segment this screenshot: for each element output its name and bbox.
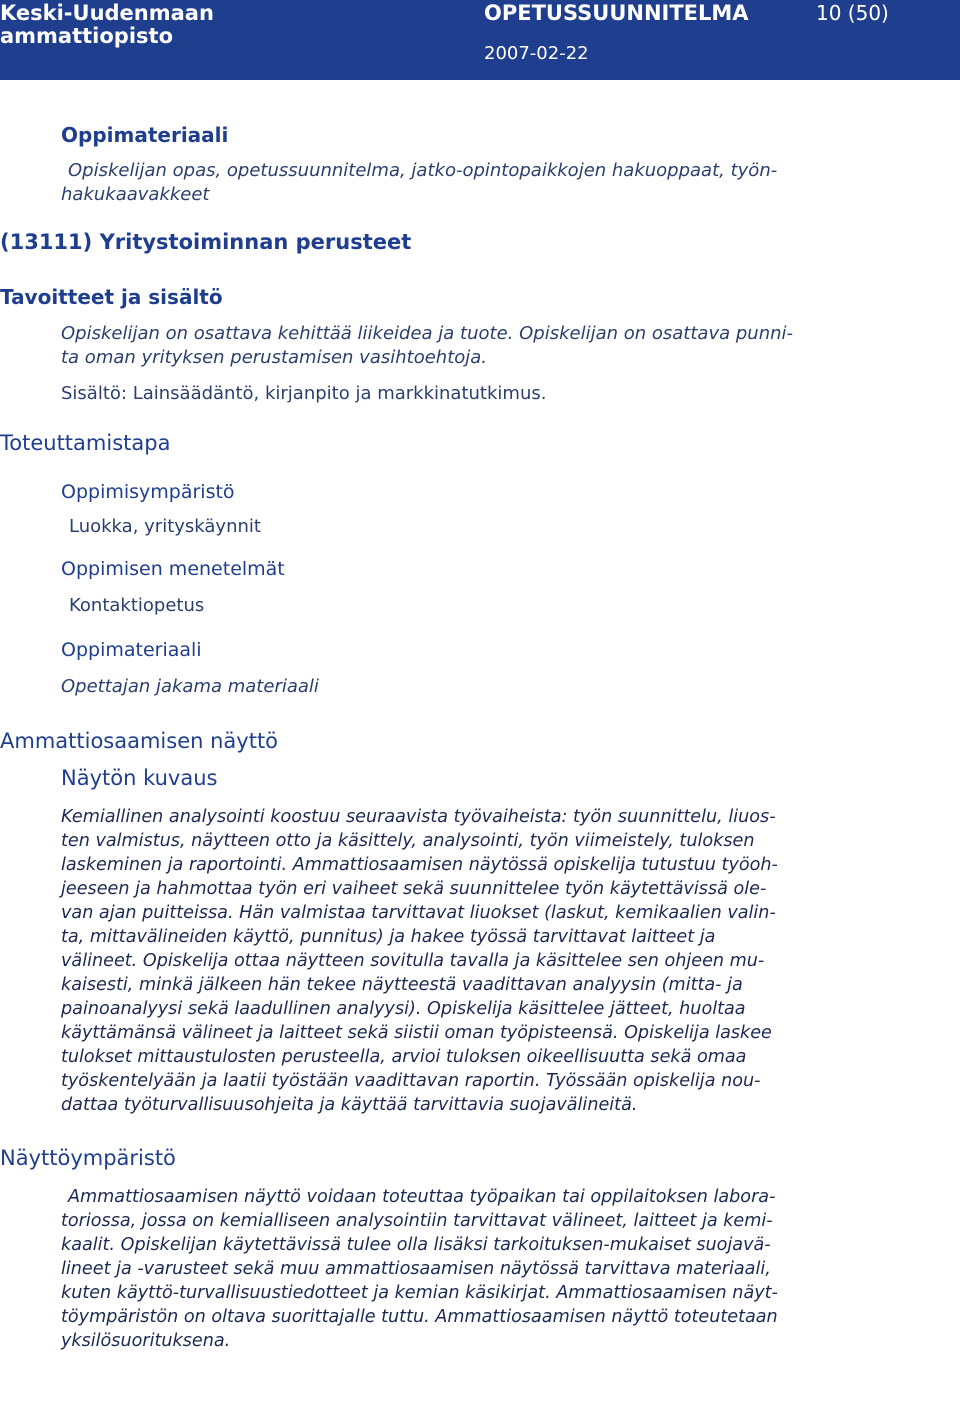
organization-name: Keski-Uudenmaan ammattiopisto bbox=[0, 1, 214, 48]
description-line: laskeminen ja raportointi. Ammattiosaamisen näytössä opiskelija tutustuu työoh- bbox=[61, 855, 778, 875]
demonstration-heading: Ammattiosaamisen näyttö bbox=[0, 729, 279, 753]
environment-line: toriossa, jossa on kemialliseen analysointiin tarvittavat välineet, laitteet ja kemi- bbox=[61, 1211, 773, 1231]
implementation-material-heading: Oppimateriaali bbox=[61, 639, 202, 661]
implementation-heading: Toteuttamistapa bbox=[0, 431, 171, 455]
description-line: van ajan puitteissa. Hän valmistaa tarvittavat liuokset (laskut, kemikaalien valin- bbox=[61, 903, 776, 923]
material-line: Opiskelijan opas, opetussuunnitelma, jatko-opintopaikkojen hakuoppaat, työn- bbox=[68, 160, 778, 181]
environment-line: Ammattiosaamisen näyttö voidaan toteuttaa työpaikan tai oppilaitoksen labora- bbox=[68, 1187, 776, 1207]
goals-text bbox=[61, 322, 793, 370]
page-header bbox=[0, 0, 960, 80]
environment-line: töympäristön on oltava suorittajalle tuttu. Ammattiosaamisen näyttö toteutetaan bbox=[61, 1307, 778, 1327]
implementation-material-text: Opettajan jakama materiaali bbox=[61, 676, 319, 697]
page-number: 10 (50) bbox=[816, 1, 889, 25]
module-title: (13111) Yritystoiminnan perusteet bbox=[0, 230, 412, 254]
description-line: painoanalyysi sekä laadullinen analyysi). Opiskelija käsittelee jätteet, huoltaa bbox=[61, 999, 746, 1019]
environment-line: lineet ja -varusteet sekä muu ammattiosaamisen näytössä tarvittava materiaali, bbox=[61, 1259, 771, 1279]
learning-environment-text: Luokka, yrityskäynnit bbox=[69, 516, 261, 537]
demonstration-environment-text bbox=[61, 1185, 778, 1353]
learning-environment-heading: Oppimisympäristö bbox=[61, 481, 235, 503]
description-line: Kemiallinen analysointi koostuu seuraavista työvaiheista: työn suunnittelu, liuos- bbox=[61, 807, 776, 827]
demonstration-description bbox=[61, 805, 778, 1117]
description-line: ten valmistus, näytteen otto ja käsittely, analysointi, työn viimeistely, tuloksen bbox=[61, 831, 755, 851]
material-line: hakukaavakkeet bbox=[61, 184, 210, 205]
description-line: jeeseen ja hahmottaa työn eri vaiheet sekä suunnittelee työn käytettävissä ole- bbox=[61, 879, 767, 899]
description-line: välineet. Opiskelija ottaa näytteen sovitulla tavalla ja käsittelee sen ohjeen mu- bbox=[61, 951, 765, 971]
learning-methods-heading: Oppimisen menetelmät bbox=[61, 558, 285, 580]
material-heading: Oppimateriaali bbox=[61, 123, 229, 147]
document-title: OPETUSSUUNNITELMA bbox=[484, 1, 749, 25]
goals-line: ta oman yrityksen perustamisen vasihtoehtoja. bbox=[61, 347, 488, 368]
environment-line: kaalit. Opiskelijan käytettävissä tulee olla lisäksi tarkoituksen-mukaiset suojavä- bbox=[61, 1235, 771, 1255]
document-date: 2007-02-22 bbox=[484, 43, 589, 64]
demonstration-description-heading: Näytön kuvaus bbox=[61, 766, 218, 790]
environment-line: kuten käyttö-turvallisuustiedotteet ja kemian käsikirjat. Ammattiosaamisen näyt- bbox=[61, 1283, 778, 1303]
description-line: työskentelyään ja laatii työstään vaadittavan raportin. Työssään opiskelija nou- bbox=[61, 1071, 761, 1091]
description-line: tulokset mittaustulosten perusteella, arvioi tuloksen oikeellisuutta sekä omaa bbox=[61, 1047, 747, 1067]
description-line: dattaa työturvallisuusohjeita ja käyttää tarvittavia suojavälineitä. bbox=[61, 1095, 638, 1115]
description-line: käyttämänsä välineet ja laitteet sekä siistii oman työpisteensä. Opiskelija laskee bbox=[61, 1023, 772, 1043]
description-line: ta, mittavälineiden käyttö, punnitus) ja hakee työssä tarvittavat laitteet ja bbox=[61, 927, 716, 947]
content-text: Sisältö: Lainsäädäntö, kirjanpito ja markkinatutkimus. bbox=[61, 383, 547, 404]
goals-line: Opiskelijan on osattava kehittää liikeidea ja tuote. Opiskelijan on osattava punni- bbox=[61, 323, 794, 344]
demonstration-environment-heading: Näyttöympäristö bbox=[0, 1146, 176, 1170]
description-line: kaisesti, minkä jälkeen hän tekee näytteestä vaadittavan analyysin (mitta- ja bbox=[61, 975, 743, 995]
goals-heading: Tavoitteet ja sisältö bbox=[0, 285, 223, 309]
environment-line: yksilösuorituksena. bbox=[61, 1331, 231, 1351]
material-text bbox=[61, 159, 777, 207]
learning-methods-text: Kontaktiopetus bbox=[69, 595, 205, 616]
